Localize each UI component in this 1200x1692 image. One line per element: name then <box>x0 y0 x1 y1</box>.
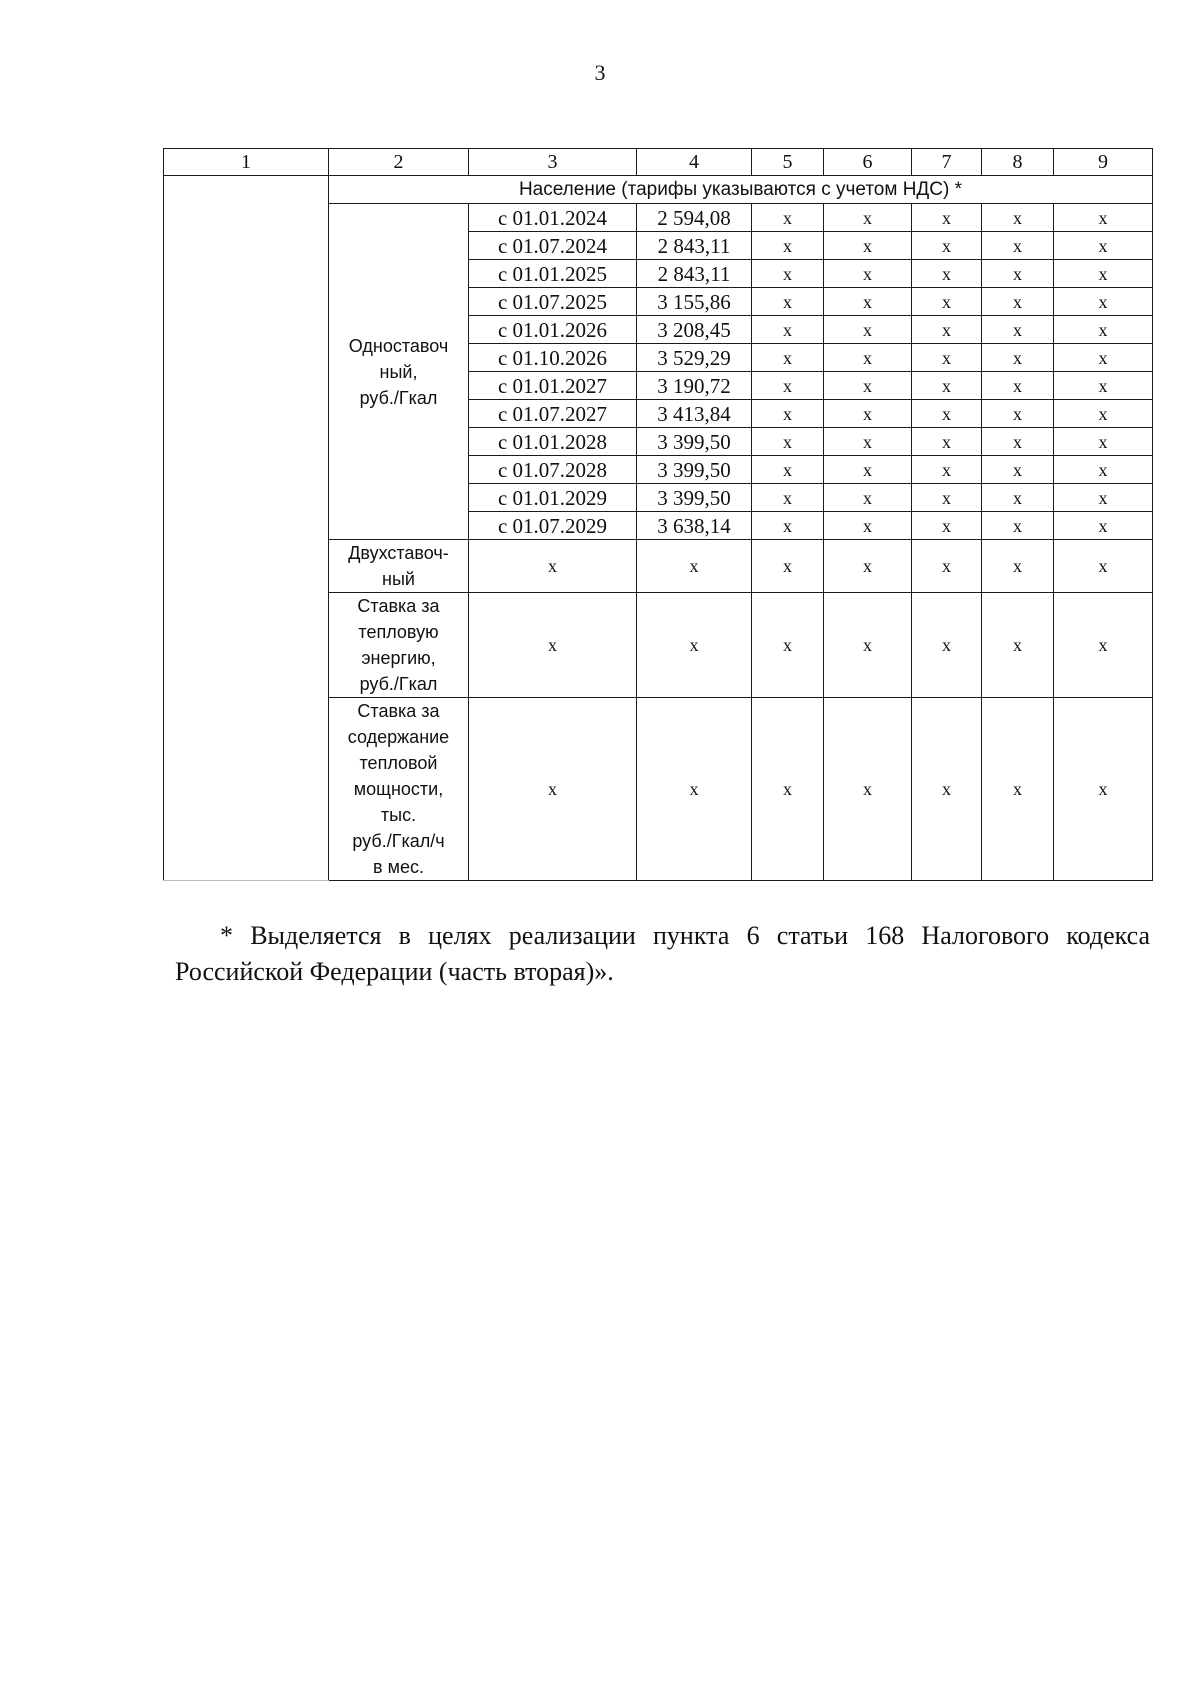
na-cell: x <box>824 372 912 400</box>
na-cell: x <box>824 512 912 540</box>
na-cell: x <box>1054 484 1153 512</box>
period-cell: с 01.07.2029 <box>469 512 637 540</box>
na-cell: x <box>982 316 1054 344</box>
na-cell: x <box>1054 232 1153 260</box>
na-cell: x <box>752 204 824 232</box>
population-heading: Население (тарифы указываются с учетом НДС) * <box>329 176 1153 204</box>
na-cell: x <box>824 260 912 288</box>
na-cell: x <box>982 288 1054 316</box>
na-cell: x <box>982 428 1054 456</box>
value-cell: 3 529,29 <box>637 344 752 372</box>
na-cell: x <box>824 204 912 232</box>
na-cell: x <box>982 260 1054 288</box>
na-cell: x <box>982 344 1054 372</box>
label-line: тыс. <box>380 805 417 825</box>
label-line: энергию, <box>361 648 436 668</box>
na-cell: x <box>752 698 824 881</box>
label-line: в мес. <box>373 857 424 877</box>
na-cell: x <box>912 204 982 232</box>
na-cell: x <box>752 593 824 698</box>
header-cell: 3 <box>469 149 637 176</box>
period-cell: с 01.07.2025 <box>469 288 637 316</box>
na-cell: x <box>1054 288 1153 316</box>
na-cell: x <box>1054 204 1153 232</box>
na-cell: x <box>824 232 912 260</box>
na-cell: x <box>912 484 982 512</box>
na-cell: x <box>1054 456 1153 484</box>
value-cell: 2 843,11 <box>637 232 752 260</box>
na-cell: x <box>1054 372 1153 400</box>
period-cell: с 01.01.2027 <box>469 372 637 400</box>
na-cell: x <box>752 512 824 540</box>
period-cell: с 01.07.2028 <box>469 456 637 484</box>
header-cell: 7 <box>912 149 982 176</box>
period-cell: с 01.10.2026 <box>469 344 637 372</box>
na-cell: x <box>752 540 824 593</box>
na-cell: x <box>752 344 824 372</box>
na-cell: x <box>912 288 982 316</box>
na-cell: x <box>982 232 1054 260</box>
na-cell: x <box>824 428 912 456</box>
na-cell: x <box>982 698 1054 881</box>
header-cell: 9 <box>1054 149 1153 176</box>
period-cell: с 01.07.2027 <box>469 400 637 428</box>
na-cell: x <box>912 698 982 881</box>
na-cell: x <box>912 593 982 698</box>
na-cell: x <box>912 540 982 593</box>
period-cell: с 01.01.2025 <box>469 260 637 288</box>
na-cell: x <box>1054 593 1153 698</box>
label-line: мощности, <box>353 779 444 799</box>
heat-rate-label <box>329 593 469 698</box>
na-cell: x <box>469 698 637 881</box>
na-cell: x <box>752 456 824 484</box>
one-rate-label <box>329 204 469 540</box>
na-cell: x <box>1054 344 1153 372</box>
na-cell: x <box>982 484 1054 512</box>
value-cell: 3 190,72 <box>637 372 752 400</box>
period-cell: с 01.07.2024 <box>469 232 637 260</box>
page-number: 3 <box>594 60 606 85</box>
footnote-line-1: * Выделяется в целях реализации пункта 6 статьи 168 Налогового кодекса <box>220 921 1150 950</box>
header-row <box>164 149 1153 176</box>
na-cell: x <box>982 512 1054 540</box>
header-cell: 5 <box>752 149 824 176</box>
label-line: тепловую <box>358 622 439 642</box>
value-cell: 2 594,08 <box>637 204 752 232</box>
na-cell: x <box>824 593 912 698</box>
na-cell: x <box>912 260 982 288</box>
label-line: содержание <box>347 727 450 747</box>
na-cell: x <box>824 540 912 593</box>
na-cell: x <box>912 456 982 484</box>
na-cell: x <box>752 484 824 512</box>
na-cell: x <box>824 484 912 512</box>
na-cell: x <box>1054 540 1153 593</box>
na-cell: x <box>982 456 1054 484</box>
na-cell: x <box>912 316 982 344</box>
value-cell: 3 155,86 <box>637 288 752 316</box>
na-cell: x <box>824 698 912 881</box>
na-cell: x <box>469 540 637 593</box>
na-cell: x <box>752 260 824 288</box>
label-line: Одноставоч <box>348 335 449 356</box>
value-cell: 3 399,50 <box>637 484 752 512</box>
na-cell: x <box>752 316 824 344</box>
na-cell: x <box>824 288 912 316</box>
na-cell: x <box>752 372 824 400</box>
na-cell: x <box>1054 698 1153 881</box>
value-cell: 3 399,50 <box>637 456 752 484</box>
na-cell: x <box>982 204 1054 232</box>
label-line: ный, <box>379 361 418 382</box>
label-line: тепловой <box>359 753 438 773</box>
label-line: руб./Гкал <box>359 387 438 408</box>
label-line: руб./Гкал <box>359 674 438 694</box>
header-cell: 8 <box>982 149 1054 176</box>
na-cell: x <box>1054 260 1153 288</box>
na-cell: x <box>912 372 982 400</box>
na-cell: x <box>982 593 1054 698</box>
na-cell: x <box>912 344 982 372</box>
label-line: Ставка за <box>357 701 440 721</box>
na-cell: x <box>912 428 982 456</box>
na-cell: x <box>637 593 752 698</box>
period-cell: с 01.01.2026 <box>469 316 637 344</box>
value-cell: 2 843,11 <box>637 260 752 288</box>
period-cell: с 01.01.2024 <box>469 204 637 232</box>
header-cell: 4 <box>637 149 752 176</box>
na-cell: x <box>824 316 912 344</box>
tariff-table <box>163 148 1153 881</box>
na-cell: x <box>1054 512 1153 540</box>
na-cell: x <box>982 540 1054 593</box>
na-cell: x <box>752 288 824 316</box>
na-cell: x <box>637 698 752 881</box>
value-cell: 3 638,14 <box>637 512 752 540</box>
header-cell: 1 <box>164 149 329 176</box>
na-cell: x <box>1054 428 1153 456</box>
group-cell-empty <box>164 176 329 881</box>
footnote <box>175 918 1150 990</box>
na-cell: x <box>752 428 824 456</box>
two-rate-label <box>329 540 469 593</box>
value-cell: 3 208,45 <box>637 316 752 344</box>
na-cell: x <box>752 232 824 260</box>
header-cell: 2 <box>329 149 469 176</box>
na-cell: x <box>1054 316 1153 344</box>
na-cell: x <box>752 400 824 428</box>
header-cell: 6 <box>824 149 912 176</box>
na-cell: x <box>469 593 637 698</box>
na-cell: x <box>982 400 1054 428</box>
na-cell: x <box>824 344 912 372</box>
period-cell: с 01.01.2028 <box>469 428 637 456</box>
na-cell: x <box>982 372 1054 400</box>
na-cell: x <box>912 512 982 540</box>
label-line: ный <box>382 569 415 589</box>
footnote-line-2: Российской Федерации (часть вторая)». <box>175 957 614 986</box>
na-cell: x <box>637 540 752 593</box>
label-line: руб./Гкал/ч <box>352 831 445 851</box>
na-cell: x <box>824 456 912 484</box>
na-cell: x <box>912 232 982 260</box>
label-line: Ставка за <box>357 596 440 616</box>
value-cell: 3 413,84 <box>637 400 752 428</box>
period-cell: с 01.01.2029 <box>469 484 637 512</box>
na-cell: x <box>824 400 912 428</box>
na-cell: x <box>1054 400 1153 428</box>
label-line: Двухставоч- <box>348 543 449 563</box>
capacity-rate-label <box>329 698 469 881</box>
value-cell: 3 399,50 <box>637 428 752 456</box>
na-cell: x <box>912 400 982 428</box>
population-row <box>164 176 1153 204</box>
